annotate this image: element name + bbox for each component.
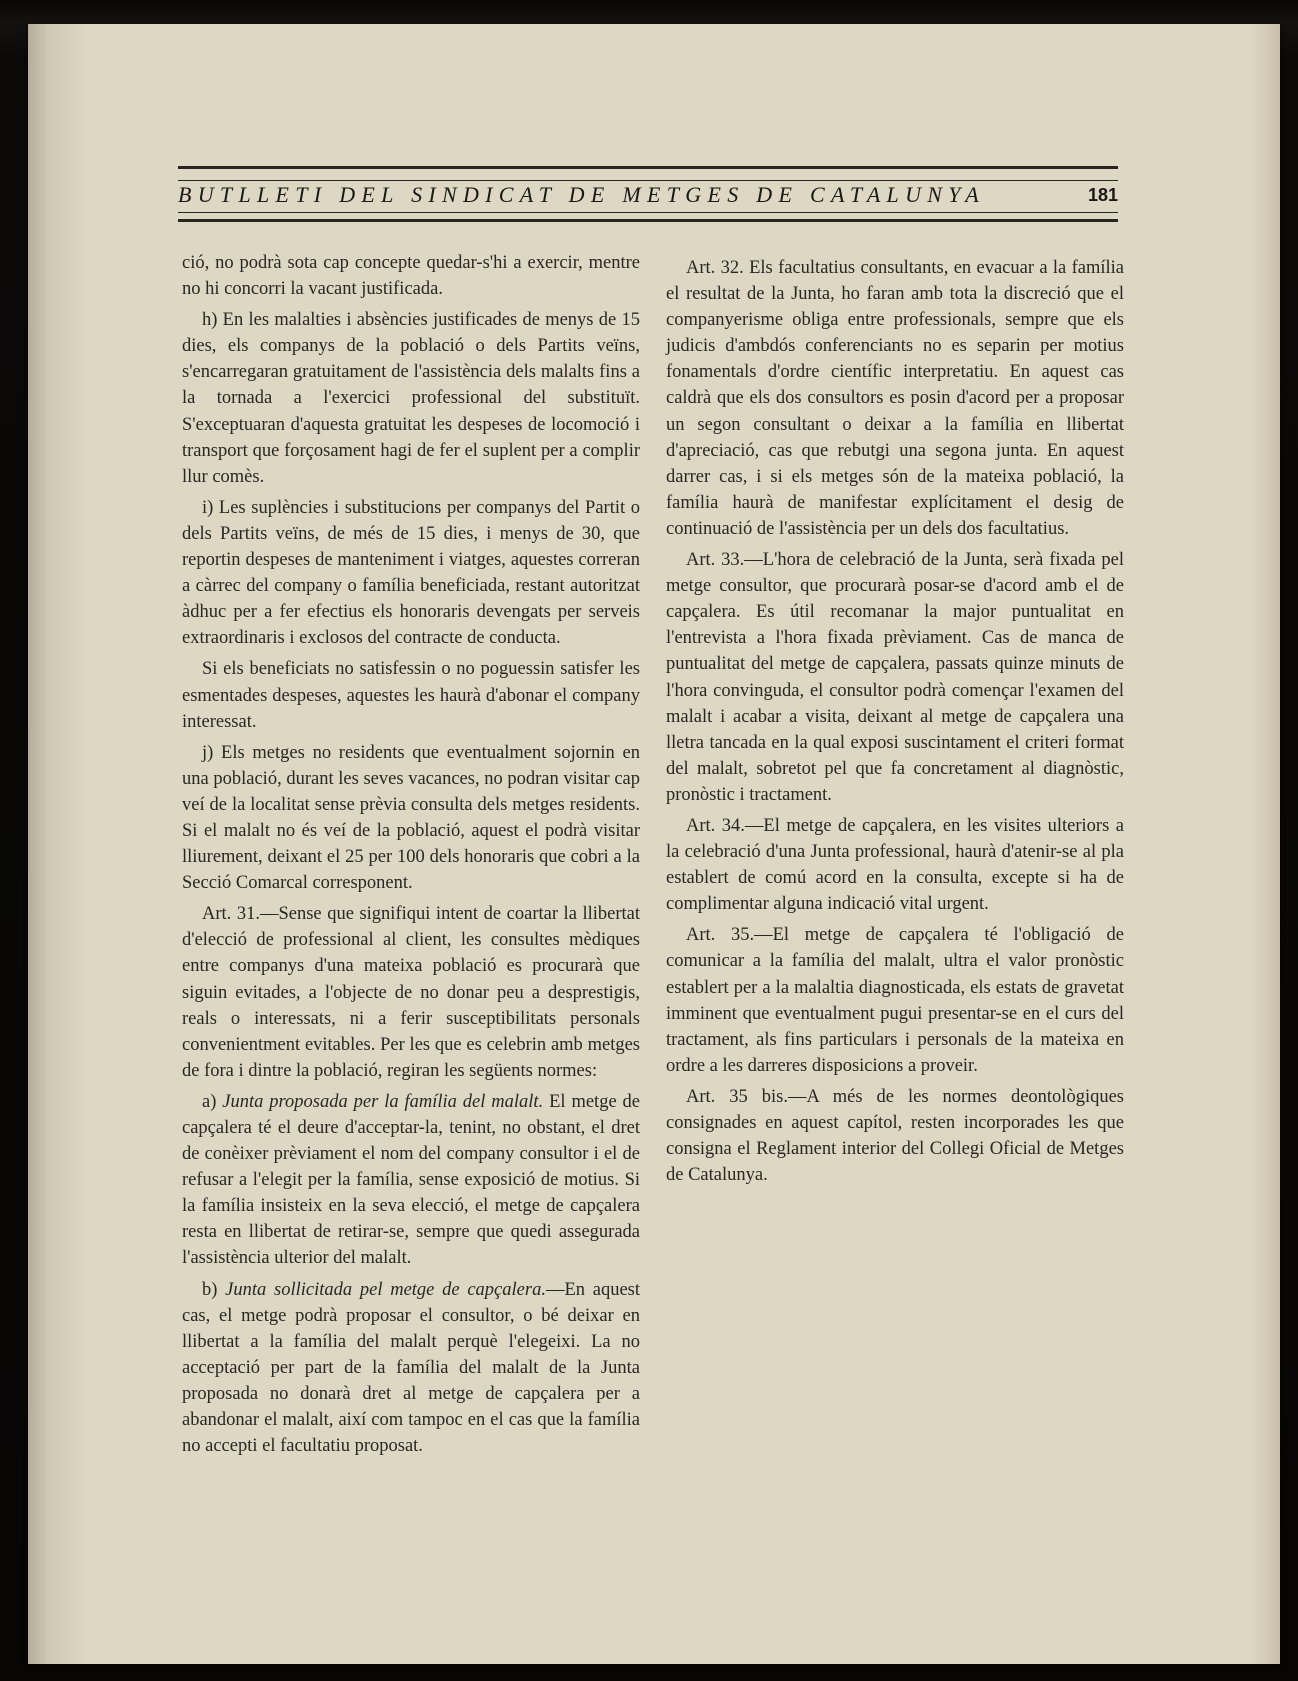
running-header [178,180,1118,210]
paragraph: Si els beneficiats no satisfessin o no poguessin satisfer les esmentades despeses, aquestes les haurà d'abonar el company interessat. [182,659,640,732]
item-b-label: b) [202,1279,218,1300]
item-b-heading: Junta sollicitada pel metge de capçalera. [225,1279,546,1300]
item-a-label: a) [202,1091,217,1112]
item-a-heading: Junta proposada per la família del malalt. [222,1091,544,1112]
paragraph: i) Les suplències i substitucions per companys del Partit o dels Partits veïns, de més de 15 dies, i menys de 30, que reportin despeses de manteniment i viatges, aquestes correran a càrrec del company o família beneficiada, restant autoritzat àdhuc per a fer efectius els honoraris devengats per serveis extraordinaris i exclosos del contracte de conducta. [182,497,640,649]
item-b-paragraph [182,1277,640,1460]
paragraph: Art. 35.—El metge de capçalera té l'obligació de comunicar a la família del malalt, ultra el valor pronòstic establert per a la malaltia diagnosticada, els estats de gravetat imminent que eventualment pugui presentar-se en el curs del tractament, als fins particulars i personals de la mateixa en ordre a les darreres disposicions a proveir. [666,925,1124,1076]
paragraph: ció, no podrà sota cap concepte quedar-s'hi a exercir, mentre no hi concorri la vacant justificada. [182,253,640,300]
paragraph: j) Els metges no residents que eventualment sojornin en una població, durant les seves vacances, no podran visitar cap veí de la localitat sense prèvia consulta dels metges residents. Si el malalt no és veí de la població, aquest el podrà visitar lliurement, deixant el 25 per 100 dels honoraris que cobri a la Secció Comarcal corresponent. [182,742,640,894]
paragraph: h) En les malalties i absències justificades de menys de 15 dies, els companys de la població o dels Partits veïns, s'encarregaran gratuitament de l'assistència dels malalts fins a la tornada a l'exercici professional del substituït. S'exceptuaran d'aquesta gratuitat les despeses de locomoció i transport que forçosament hagi de fer el suplent per a complir llur comès. [182,310,640,487]
item-a-paragraph [182,1089,640,1272]
page-number: 181 [1087,184,1118,205]
header-rule-bottom [178,212,1118,222]
paragraph: Art. 35 bis.—A més de les normes deontològiques consignades en aquest capítol, resten incorporades les que consigna el Reglament interior del Collegi Oficial de Metges de Catalunya. [666,1086,1124,1186]
paragraph: Art. 32. Els facultatius consultants, en evacuar a la família el resultat de la Junta, ho faran amb tota la discreció que el companyerisme obliga entre professionals, sempre que els judicis d'ambdós conferenciants no es separin per motius fonamentals d'ordre científic interpretatiu. En aquest cas caldrà que els dos consultors es posin d'acord per a proposar un segon consultant o deixar a la família en llibertat d'apreciació, cas que rebutgi una segona junta. En aquest darrer cas, i si els metges són de la mateixa població, la família haurà de manifestar explícitament el desig de continuació de l'assistència per un dels dos facultatius. [666,258,1124,539]
paragraph: Art. 34.—El metge de capçalera, en les visites ulteriors a la celebració d'una Junta professional, haurà d'atenir-se al pla establert de comú acord en la consulta, excepte si ha de complimentar alguna indicació vital urgent. [666,815,1124,915]
journal-page [28,24,1280,1664]
header-rule-top [178,166,1118,181]
paragraph: Art. 33.—L'hora de celebració de la Junta, serà fixada pel metge consultor, que procurarà posar-se d'acord amb el de capçalera. Es útil recomanar la major puntualitat en l'entrevista a l'hora fixada prèviament. Cas de manca de puntualitat del metge de capçalera, passats quinze minuts de l'hora convinguda, el consultor podrà començar l'examen del malalt i acabar a visita, deixant al metge de capçalera una lletra tancada en la qual exposi suscintament el criteri format del malalt, sobretot pel que fa concretament al diagnòstic, pronòstic i tractament. [666,550,1124,805]
right-column [666,250,1124,1188]
left-column [182,250,640,1459]
journal-title: BUTLLETI DEL SINDICAT DE METGES DE CATALUNYA [178,182,985,207]
item-b-text: —En aquest cas, el metge podrà proposar el consultor, o bé deixar en llibertat a la família del malalt perquè l'elegeixi. La no acceptació per part de la família del malalt de la Junta proposada no donarà dret al metge de capçalera per a abandonar el malalt, així com tampoc en el cas que la família no accepti el facultatiu proposat. [182,1279,641,1457]
paragraph: Art. 31.—Sense que signifiqui intent de coartar la llibertat d'elecció de professional al client, les consultes mèdiques entre companys d'una mateixa població es procurarà que siguin evitades, a l'objecte de no donar peu a desprestigis, reals o interessats, ni a ferir susceptibilitats personals convenientment evitables. Per les que es celebrin amb metges de fora i dintre la població, regiran les següents normes: [182,904,640,1081]
item-a-text: El metge de capçalera té el deure d'acceptar-la, tenint, no obstant, el dret de conèixer prèviament el nom del company consultor i el de refusar a l'elegit per la família, sense exposició de motius. Si la família insisteix en la seva elecció, el metge de capçalera resta en llibertat de retirar-se, sempre que quedi assegurada l'assistència ulterior del malalt. [182,1091,641,1269]
